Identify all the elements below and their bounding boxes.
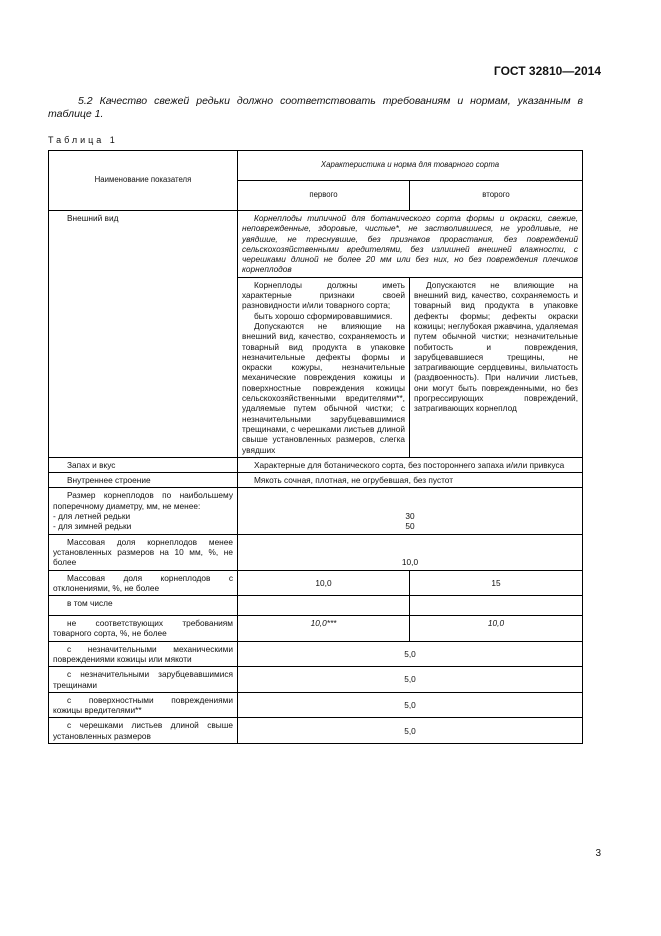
deviations-g2: 15: [410, 570, 583, 596]
appearance-g1-p3: Допускаются не влияющие на внешний вид, качество, сохраняемость и товарный вид продукта в упаковке незначительные дефекты формы и окраски кожуры, незначительные механические повреждения кожицы и поверхностные повреждения кожицы сельскохозяйственными вредителями**, удаляемые путем обычной чистки; с незначительными зарубцевавшимися трещинами, с черешками листьев длиной свыше установленных размеров, слегка увядших: [242, 320, 405, 455]
petioles-label: с черешками листьев длиной свыше установленных размеров: [49, 718, 238, 744]
table-row: [49, 641, 583, 667]
page-number: 3: [595, 848, 601, 859]
appearance-label: Внешний вид: [49, 211, 238, 458]
smell-label: Запах и вкус: [49, 457, 238, 472]
intro-paragraph: 5.2 Качество свежей редьки должно соответствовать требованиям и нормам, указанным в таблице 1.: [48, 95, 583, 120]
size-winter-label: - для зимней редьки: [53, 521, 132, 532]
deviations-label: Массовая доля корнеплодов с отклонениями, %, не более: [49, 570, 238, 596]
table-row: [49, 457, 583, 472]
pests-value: 5,0: [238, 692, 583, 718]
nonconf-label: не соответствующих требованиям товарного сорта, %, не более: [49, 616, 238, 642]
appearance-g1-p1: Корнеплоды должны иметь характерные признаки своей разновидности и/или товарного сорта;: [242, 279, 405, 311]
size-label: Размер корнеплодов по наибольшему поперечному диаметру, мм, не менее:: [53, 490, 233, 511]
table-row: [49, 211, 583, 278]
size-winter-value: 50: [405, 521, 415, 532]
grade2-header: второго: [410, 181, 583, 211]
appearance-common: Корнеплоды типичной для ботанического сорта формы и окраски, свежие, неповрежденные, здоровые, чистые*, не застволившиеся, не уродливые, не увядшие, не треснувшие, без признаков прорастания, без повреждений сельскохозяйственными вредителями, без излишней внешней влажности, с черешками длиной не более 20 мм или без них, но без повреждения плечиков корнеплодов: [238, 211, 583, 278]
table-row: [49, 616, 583, 642]
mech-value: 5,0: [238, 641, 583, 667]
appearance-g2-p1: Допускаются не влияющие на внешний вид, качество, сохраняемость и товарный вид продукта в упаковке дефекты формы; дефекты окраски кожицы; неглубокая ржавчина, удаляемая путем обычной чистки; незначительные побитость и повреждения, зарубцевавшиеся трещины, не затрагивающие сердцевины, вильчатость (раздвоенность). При наличии листьев, они могут быть поврежденными, но без прогрессирующих повреждений, затрагивающих корнеплод: [414, 279, 578, 414]
table-row: [49, 692, 583, 718]
table-row: [49, 534, 583, 570]
cracks-label: с незначительными зарубцевавшимися трещинами: [49, 667, 238, 693]
size-summer-value: 30: [405, 511, 415, 522]
characteristics-header: Характеристика и норма для товарного сорта: [238, 151, 583, 181]
petioles-value: 5,0: [238, 718, 583, 744]
deviations-g1: 10,0: [238, 570, 410, 596]
internal-label: Внутреннее строение: [49, 473, 238, 488]
pests-label: с поверхностными повреждениями кожицы вредителями**: [49, 692, 238, 718]
nonconf-g1: 10,0***: [238, 616, 410, 642]
nonconf-g2: 10,0: [410, 616, 583, 642]
internal-value: Мякоть сочная, плотная, не огрубевшая, без пустот: [238, 473, 583, 488]
table-row: [49, 488, 583, 534]
table-row: [49, 473, 583, 488]
size-summer-label: - для летней редьки: [53, 511, 131, 522]
incl-label: в том числе: [49, 596, 238, 616]
mech-label: с незначительными механическими повреждениями кожицы или мякоти: [49, 641, 238, 667]
table-row: [49, 667, 583, 693]
document-code: ГОСТ 32810—2014: [493, 64, 601, 78]
cracks-value: 5,0: [238, 667, 583, 693]
quality-table: [48, 150, 583, 744]
table-caption: Таблица 1: [48, 135, 118, 145]
undersize-value: 10,0: [238, 534, 583, 570]
col-name-header: Наименование показателя: [49, 151, 238, 211]
undersize-label: Массовая доля корнеплодов менее установленных размеров на 10 мм, %, не более: [49, 534, 238, 570]
appearance-g1-p2: быть хорошо сформировавшимися.: [254, 310, 393, 321]
smell-value: Характерные для ботанического сорта, без постороннего запаха и/или привкуса: [238, 457, 583, 472]
grade1-header: первого: [238, 181, 410, 211]
table-row: [49, 596, 583, 616]
table-row: [49, 570, 583, 596]
table-row: [49, 718, 583, 744]
